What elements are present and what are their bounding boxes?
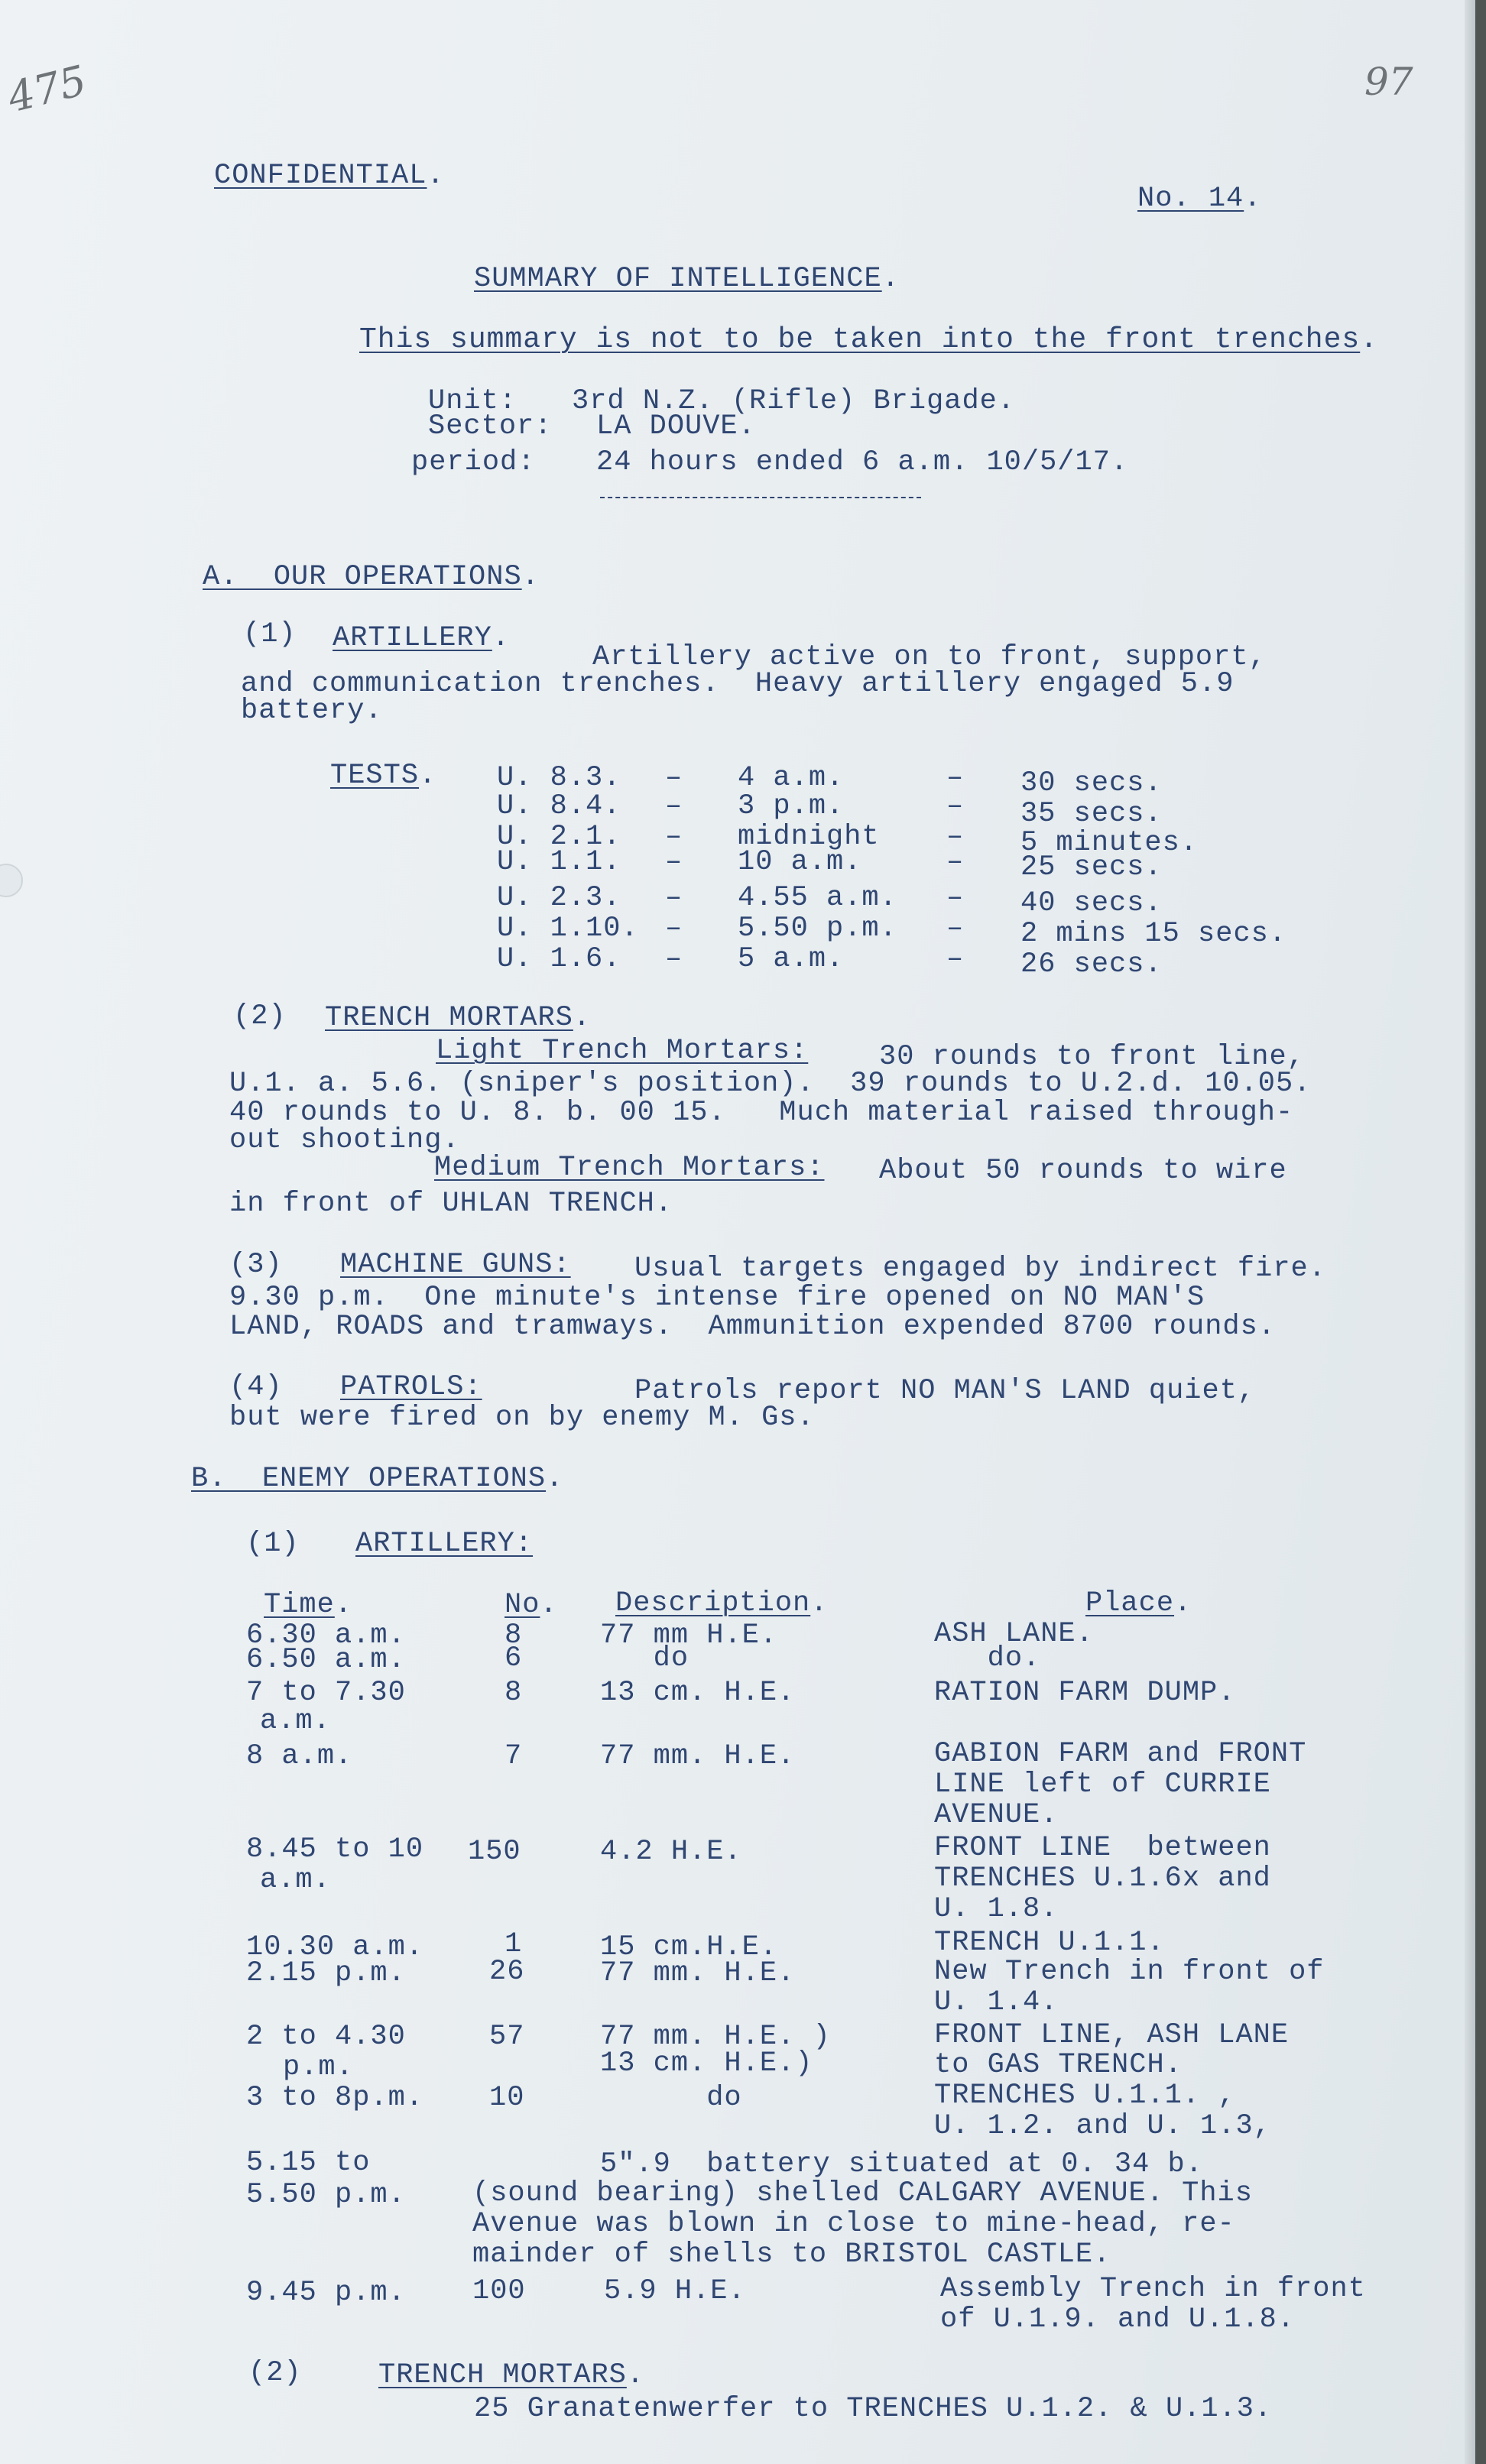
medium-tm-line: in front of UHLAN TRENCH. <box>229 1188 673 1220</box>
column-header-no: No. <box>505 1589 558 1621</box>
light-tm-line: 40 rounds to U. 8. b. 00 15. Much material raised through- <box>229 1097 1294 1129</box>
light-tm-line: U.1. a. 5.6. (sniper's position). 39 rounds to U.2.d. 10.05. <box>229 1068 1312 1100</box>
machine-guns-heading: MACHINE GUNS: <box>340 1249 571 1281</box>
period-label: period: <box>411 446 536 478</box>
folio-number-right: 97 <box>1364 60 1413 104</box>
divider-dashes <box>600 497 921 498</box>
artillery-line: Artillery active on to front, support, <box>592 641 1267 673</box>
medium-tm-line: About 50 rounds to wire <box>879 1155 1287 1187</box>
page-edge <box>1465 0 1475 2464</box>
sector-label: Sector: <box>428 410 553 443</box>
trench-mortars-heading: TRENCH MORTARS. <box>325 1002 592 1034</box>
punch-hole <box>0 864 23 897</box>
enemy-trench-mortars-line: 25 Granatenwerfer to TRENCHES U.1.2. & U.1.3. <box>474 2393 1273 2425</box>
enemy-trench-mortars-number: (2) <box>248 2357 302 2389</box>
artillery-line: battery. <box>241 695 383 727</box>
artillery-number: (1) <box>243 618 297 650</box>
light-tm-line: out shooting. <box>229 1124 460 1156</box>
section-a-title: A. OUR OPERATIONS. <box>203 561 540 593</box>
machine-guns-line: LAND, ROADS and tramways. Ammunition expended 8700 rounds. <box>229 1311 1277 1343</box>
classification-line: CONFIDENTIAL. <box>214 160 445 192</box>
enemy-artillery-heading: ARTILLERY: <box>355 1528 534 1560</box>
patrols-number: (4) <box>229 1371 283 1403</box>
column-header-place: Place. <box>1085 1587 1192 1619</box>
folio-number-left: 475 <box>2 56 92 122</box>
unit-label: Unit: <box>428 385 518 417</box>
machine-guns-line: 9.30 p.m. One minute's intense fire opened on NO MAN'S <box>229 1282 1205 1314</box>
patrols-line: Patrols report NO MAN'S LAND quiet, <box>634 1375 1256 1407</box>
trench-mortars-number: (2) <box>233 1000 287 1033</box>
sector-value: LA DOUVE. <box>596 410 756 443</box>
summary-number-line: No. 14. <box>1137 183 1262 215</box>
document-page: 475 97 CONFIDENTIAL. No. 14. SUMMARY OF INTELLIGENCE. This summary is not to be taken into the front trenches. Unit: 3rd N.Z. (Rifle) Brigade. Sector: LA DOUVE. period: 24 hours ended 6 a.m. 10/5/17. A. OUR OPERATIONS. (1) ARTILLERY. Artillery active on to front, support, and communication trenches. Heavy artillery engaged 5.9 battery. TESTS. U. 8.3. – 4 a.m. – 30 secs. U. 8.4. – 3 p.m. – 35 secs. U. 2.1. – midnight – 5 minutes. U. 1.1. – 10 a.m. – 25 secs. U. 2.3. – 4.55 a.m. – 40 secs. U. 1.10. – 5.50 p.m. – 2 mins 15 secs. U. 1.6. – 5 a.m. – 26 secs. (2) TRENCH MORTARS. Light Trench Mortars: 30 rounds to front line, U.1. a. 5.6. (sniper's position). 39 rounds to U.2.d. 10.05. 40 rounds to U. 8. b. 00 15. Much material raised through- out shooting. Medium Trench Mortars: About 50 rounds to wire in front of UHLAN TRENCH. (3) MACHINE GUNS: Usual targets engaged by indirect fire. 9.30 p.m. One minute's intense fire opened on NO MAN'S LAND, ROADS and tramways. Ammunition expended 8700 rounds. (4) PATROLS: Patrols report NO MAN'S LAND quiet, but were fired on by enemy M. Gs. B. ENEMY OPERATIONS. (1) ARTILLERY: Time. No. Description. Place. 6.30 a.m. 8 77 mm H.E. ASH LANE. 6.50 a.m. 6 do do. 7 to 7.30 a.m. 8 13 cm. H.E. RATION FARM DUMP. 8 a.m. 7 77 mm. H.E. GABION FARM and FRONT LINE left of CURRIE AVENUE. 8.45 to 10 a.m. 150 4.2 H.E. FRONT LINE between TRENCHES U.1.6x and U. 1.8. 10.30 a.m. 1 15 cm.H.E. TRENCH U.1.1. 2.15 p.m. 26 77 mm. H.E. New Trench in front of U. 1.4. 2 to 4.30 p.m. 57 77 mm. H.E. ) 13 cm. H.E.) FRONT LINE, ASH LANE to GAS TRENCH. 3 to 8p.m. 10 do TRENCHES U.1.1. , U. 1.2. and U. 1.3, 5.15 to 5.50 p.m. 5".9 battery situated at 0. 34 b. (sound bearing) shelled CALGARY AVENUE. This Avenue was blown in close to mine-head, re- mainder of shells to BRISTOL CASTLE. 9.45 p.m. 100 5.9 H.E. Assembly Trench in front of U.1.9. and U.1.8. (2) TRENCH MORTARS. 25 Granatenwerfer to TRENCHES U.1.2. & U.1.3. <box>0 0 1475 2464</box>
unit-value: 3rd N.Z. (Rifle) Brigade. <box>572 385 1016 417</box>
classification-label: CONFIDENTIAL <box>214 160 427 192</box>
section-b-title: B. ENEMY OPERATIONS. <box>191 1463 564 1495</box>
summary-number: No. 14 <box>1137 183 1244 215</box>
machine-guns-number: (3) <box>229 1249 283 1281</box>
period-value: 24 hours ended 6 a.m. 10/5/17. <box>596 446 1129 478</box>
artillery-heading: ARTILLERY. <box>333 622 511 654</box>
light-trench-mortars-heading: Light Trench Mortars: <box>436 1035 809 1067</box>
enemy-artillery-number: (1) <box>246 1528 300 1560</box>
summary-title-line: SUMMARY OF INTELLIGENCE. <box>474 263 900 295</box>
machine-guns-line: Usual targets engaged by indirect fire. <box>634 1253 1326 1285</box>
summary-title: SUMMARY OF INTELLIGENCE <box>474 263 882 295</box>
warning-text: This summary is not to be taken into the front trenches <box>359 323 1361 356</box>
column-header-description: Description. <box>615 1587 829 1619</box>
patrols-heading: PATROLS: <box>340 1371 482 1403</box>
artillery-line: and communication trenches. Heavy artillery engaged 5.9 <box>241 668 1235 700</box>
medium-trench-mortars-heading: Medium Trench Mortars: <box>434 1152 825 1184</box>
enemy-trench-mortars-heading: TRENCH MORTARS. <box>378 2359 645 2391</box>
warning-line: This summary is not to be taken into the front trenches. <box>359 323 1379 356</box>
light-tm-line: 30 rounds to front line, <box>879 1041 1305 1073</box>
tests-label: TESTS. <box>330 760 437 792</box>
patrols-line: but were fired on by enemy M. Gs. <box>229 1402 815 1434</box>
column-header-time: Time. <box>264 1589 353 1621</box>
